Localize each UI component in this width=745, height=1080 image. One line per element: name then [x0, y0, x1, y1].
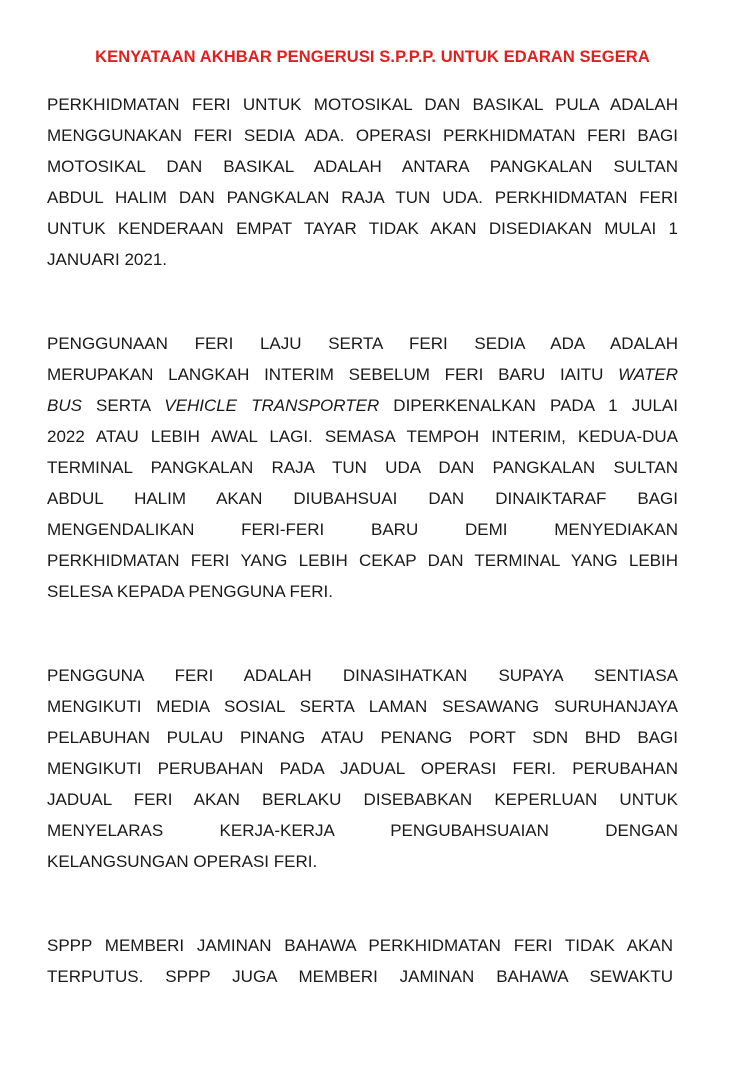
text-line: JANUARI 2021.	[47, 250, 167, 269]
paragraph-interim-measures	[47, 328, 678, 607]
text-line: MENGGUNAKAN FERI SEDIA ADA. OPERASI PERKHIDMATAN FERI BAGI	[47, 126, 678, 145]
paragraph-motorcycle-bicycle-ferry	[47, 89, 678, 275]
text-line: PELABUHAN PULAU PINANG ATAU PENANG PORT SDN BHD BAGI	[47, 728, 678, 747]
text-line: MENGENDALIKAN FERI-FERI BARU DEMI MENYEDIAKAN	[47, 520, 678, 539]
text-line: PENGGUNAAN FERI LAJU SERTA FERI SEDIA ADA ADALAH	[47, 334, 678, 353]
italic-term: VEHICLE TRANSPORTER	[164, 396, 380, 415]
italic-term: BUS	[47, 396, 82, 415]
text-segment: MERUPAKAN LANGKAH INTERIM SEBELUM FERI BARU IAITU	[47, 365, 619, 384]
text-line	[47, 390, 678, 421]
text-line: MENYELARAS KERJA-KERJA PENGUBAHSUAIAN DENGAN	[47, 821, 678, 840]
text-line: TERMINAL PANGKALAN RAJA TUN UDA DAN PANGKALAN SULTAN	[47, 458, 678, 477]
paragraph-service-guarantee	[47, 930, 673, 992]
text-line: MOTOSIKAL DAN BASIKAL ADALAH ANTARA PANGKALAN SULTAN	[47, 157, 678, 176]
text-line: MENGIKUTI MEDIA SOSIAL SERTA LAMAN SESAWANG SURUHANJAYA	[47, 697, 678, 716]
paragraph-user-advisory	[47, 660, 678, 877]
text-line: UNTUK KENDERAAN EMPAT TAYAR TIDAK AKAN DISEDIAKAN MULAI 1	[47, 219, 678, 238]
text-line: TERPUTUS. SPPP JUGA MEMBERI JAMINAN BAHAWA SEWAKTU	[47, 967, 673, 986]
text-line: PERKHIDMATAN FERI UNTUK MOTOSIKAL DAN BASIKAL PULA ADALAH	[47, 95, 678, 114]
text-line: ABDUL HALIM DAN PANGKALAN RAJA TUN UDA. PERKHIDMATAN FERI	[47, 188, 678, 207]
text-line: KELANGSUNGAN OPERASI FERI.	[47, 852, 318, 871]
text-line: SELESA KEPADA PENGGUNA FERI.	[47, 582, 333, 601]
text-line: PENGGUNA FERI ADALAH DINASIHATKAN SUPAYA SENTIASA	[47, 666, 678, 685]
text-line: MENGIKUTI PERUBAHAN PADA JADUAL OPERASI FERI. PERUBAHAN	[47, 759, 678, 778]
text-line	[47, 359, 678, 390]
text-line: 2022 ATAU LEBIH AWAL LAGI. SEMASA TEMPOH INTERIM, KEDUA-DUA	[47, 427, 678, 446]
text-line: JADUAL FERI AKAN BERLAKU DISEBABKAN KEPERLUAN UNTUK	[47, 790, 678, 809]
text-segment: DIPERKENALKAN PADA 1 JULAI	[379, 396, 678, 415]
text-line: PERKHIDMATAN FERI YANG LEBIH CEKAP DAN TERMINAL YANG LEBIH	[47, 551, 678, 570]
press-release-heading: KENYATAAN AKHBAR PENGERUSI S.P.P.P. UNTUK EDARAN SEGERA	[95, 48, 650, 66]
text-segment: SERTA	[81, 396, 165, 415]
text-line: ABDUL HALIM AKAN DIUBAHSUAI DAN DINAIKTARAF BAGI	[47, 489, 678, 508]
text-line: SPPP MEMBERI JAMINAN BAHAWA PERKHIDMATAN FERI TIDAK AKAN	[47, 936, 673, 955]
italic-term: WATER	[618, 365, 678, 384]
